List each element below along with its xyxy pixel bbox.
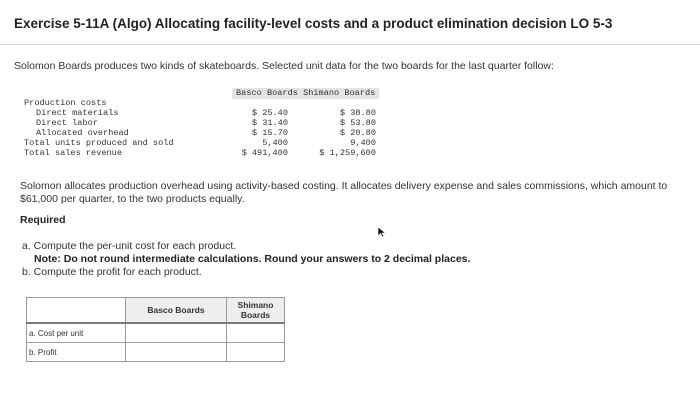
shimano-value: $ 20.80 [339,128,376,138]
row-label: Total sales revenue [24,148,122,158]
basco-value: $ 15.70 [251,128,288,138]
column-header-shimano: Shimano Boards [303,88,376,98]
answer-header-shimano-line2: Boards [240,310,271,320]
page-title: Exercise 5-11A (Algo) Allocating facility-level costs and a product elimination decision LO 5-3 [14,16,613,31]
required-heading: Required [20,214,66,226]
cost-per-unit-basco-cell[interactable] [126,323,227,343]
basco-value: $ 31.40 [251,118,288,128]
answer-table [26,297,285,362]
row-label: Direct materials [36,108,119,118]
cost-per-unit-basco-input[interactable] [126,327,226,342]
table-row [18,118,388,128]
column-header-basco: Basco Boards [236,88,298,98]
rounding-note: Note: Do not round intermediate calculations. Round your answers to 2 decimal places. [34,253,471,265]
shimano-value: $ 38.80 [339,108,376,118]
answer-header-basco-label: Basco Boards [147,305,205,315]
table-row [18,138,388,148]
answer-header-basco [126,298,227,324]
basco-value: 5,400 [262,138,288,148]
row-label-cost-per-unit: a. Cost per unit [27,323,126,343]
basco-value: $ 25.40 [251,108,288,118]
row-label: Total units produced and sold [24,138,174,148]
table-row [18,98,388,108]
cost-per-unit-shimano-cell[interactable] [227,323,285,343]
profit-shimano-input[interactable] [227,346,284,361]
table-row [18,128,388,138]
basco-value: $ 491,400 [241,148,288,158]
profit-basco-input[interactable] [126,346,226,361]
cost-per-unit-shimano-input[interactable] [227,327,284,342]
row-label-profit: b. Profit [27,343,126,362]
unit-data-table [18,86,388,166]
answer-header-blank [27,298,126,324]
profit-shimano-cell[interactable] [227,343,285,362]
section-label: Production costs [24,98,107,108]
shimano-value: $ 1,259,600 [319,148,376,158]
answer-header-shimano-line1: Shimano [237,300,274,310]
answer-header-shimano [227,298,285,324]
allocation-paragraph: Solomon allocates production overhead using activity-based costing. It allocates delivery expense and sales commissions, which amount to $61,000 per quarter, to the two products equally. [20,180,668,205]
table-row [18,108,388,118]
question-b: b. Compute the profit for each product. [22,266,202,278]
shimano-value: 9,400 [350,138,376,148]
shimano-value: $ 53.80 [339,118,376,128]
mouse-pointer-icon [377,226,387,238]
row-label: Direct labor [36,118,98,128]
table-row [18,148,388,158]
question-a: a. Compute the per-unit cost for each product. [22,240,237,252]
intro-text: Solomon Boards produces two kinds of skateboards. Selected unit data for the two boards for the last quarter follow: [14,60,554,72]
row-label: Allocated overhead [36,128,129,138]
profit-basco-cell[interactable] [126,343,227,362]
header-divider [0,44,700,45]
